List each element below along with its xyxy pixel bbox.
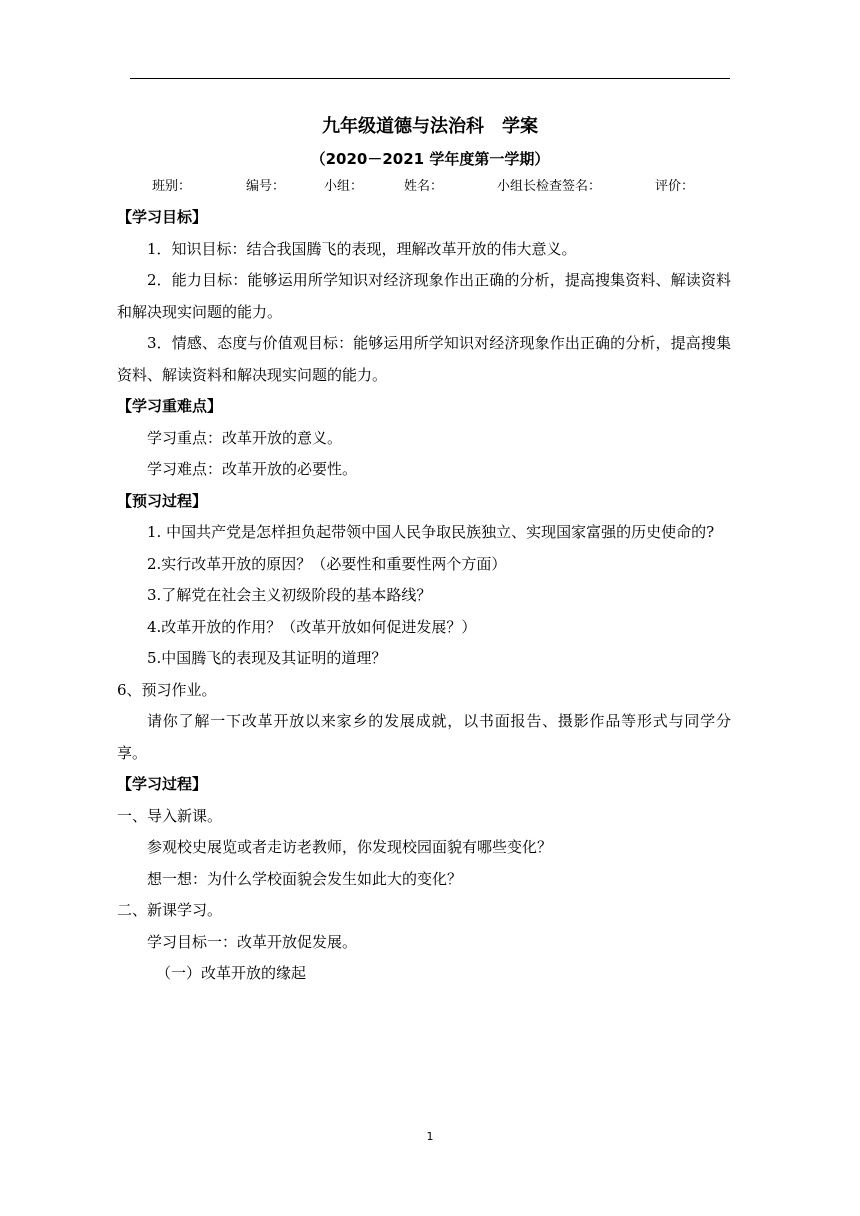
process-part1-item: 参观校史展览或者走访老教师，你发现校园面貌有哪些变化？ xyxy=(147,838,553,856)
process-part1-item: 想一想：为什么学校面貌会发生如此大的变化？ xyxy=(147,869,463,888)
info-row xyxy=(0,175,860,195)
section-heading-key-points: 【学习重难点】 xyxy=(117,397,223,415)
key-point-item: 学习难点：改革开放的必要性。 xyxy=(147,460,358,478)
document-title: 九年级道德与法治科 学案 xyxy=(322,116,538,137)
document-subtitle: （2020－2021 学年度第一学期） xyxy=(310,150,550,168)
preview-homework-text: 请你了解一下改革开放以来家乡的发展成就，以书面报告、摄影作品等形式与同学分享。 xyxy=(117,712,731,762)
preview-item: 2.实行改革开放的原因？（必要性和重要性两个方面） xyxy=(147,554,507,573)
info-group-label: 小组： xyxy=(324,179,364,194)
section-heading-process: 【学习过程】 xyxy=(117,775,208,793)
info-number-label: 编号： xyxy=(246,179,286,194)
section-heading-preview: 【预习过程】 xyxy=(117,491,208,510)
info-leader-signature-label: 小组长检查签名： xyxy=(497,179,602,194)
process-part1-label: 一、导入新课。 xyxy=(117,806,223,825)
document-body xyxy=(117,202,731,990)
process-part2-item: （一）改革开放的缘起 xyxy=(156,964,307,982)
header-rule xyxy=(130,78,730,79)
preview-item: 5.中国腾飞的表现及其证明的道理？ xyxy=(147,649,387,667)
process-part2-label: 二、新课学习。 xyxy=(117,901,223,919)
objective-item: 2．能力目标：能够运用所学知识对经济现象作出正确的分析，提高搜集资料、解读资料和解决现实问题的能力。 xyxy=(117,271,731,321)
section-heading-objectives: 【学习目标】 xyxy=(117,208,208,226)
process-part2-item: 学习目标一：改革开放促发展。 xyxy=(147,932,358,951)
objective-item: 3．情感、态度与价值观目标：能够运用所学知识对经济现象作出正确的分析，提高搜集资料、解读资料和解决现实问题的能力。 xyxy=(117,334,731,384)
info-class-label: 班别： xyxy=(152,179,192,194)
page-number: 1 xyxy=(426,1130,434,1143)
preview-homework-label: 6、预习作业。 xyxy=(117,680,217,699)
preview-item: 3.了解党在社会主义初级阶段的基本路线？ xyxy=(147,586,432,604)
info-name-label: 姓名： xyxy=(404,179,444,194)
key-point-item: 学习重点：改革开放的意义。 xyxy=(147,428,343,447)
objective-item: 1．知识目标：结合我国腾飞的表现，理解改革开放的伟大意义。 xyxy=(147,239,577,258)
preview-item: 4.改革开放的作用？（改革开放如何促进发展？） xyxy=(147,617,477,636)
info-evaluation-label: 评价： xyxy=(655,179,695,194)
preview-item: 1. 中国共产党是怎样担负起带领中国人民争取民族独立、实现国家富强的历史使命的? xyxy=(147,523,715,541)
